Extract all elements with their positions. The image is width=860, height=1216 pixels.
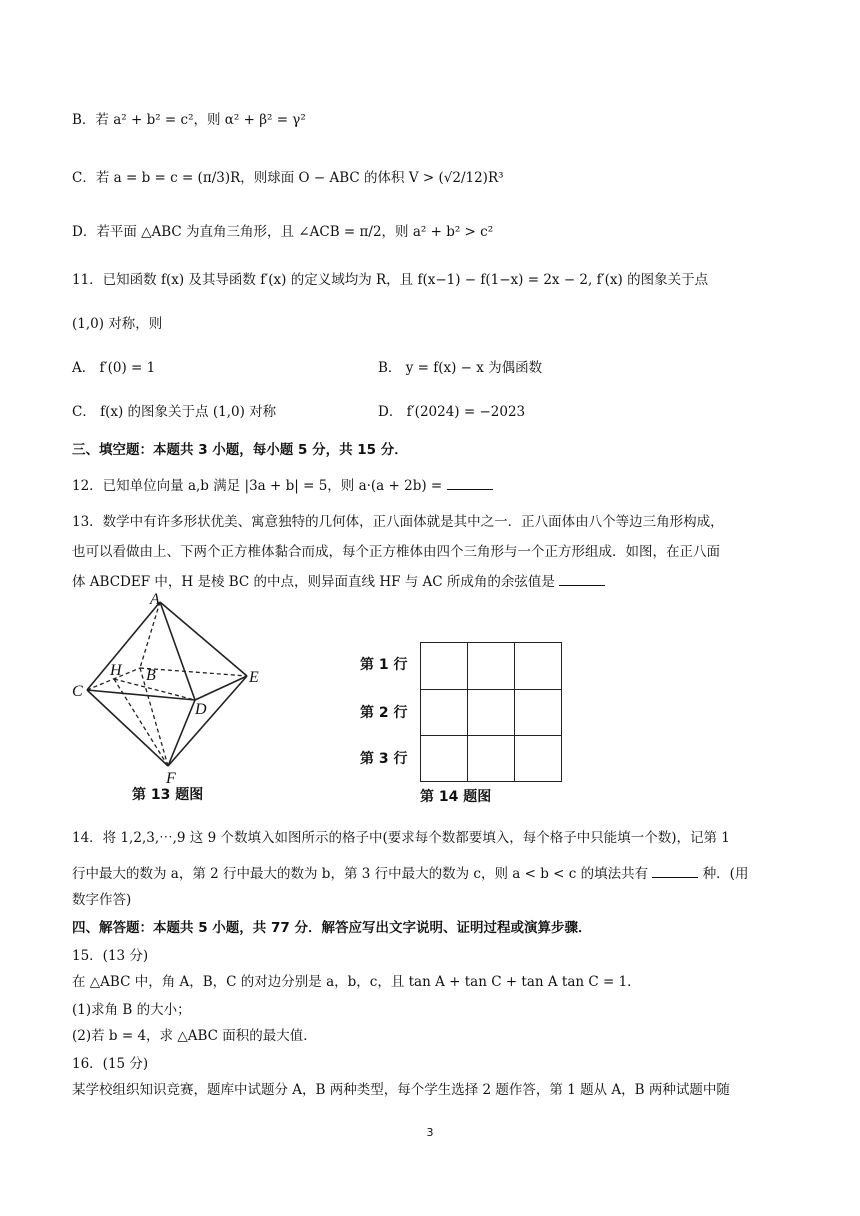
vertex-label-a: A xyxy=(150,591,160,608)
row-label-3: 第 3 行 xyxy=(360,751,408,767)
q10-option-c: C．若 a = b = c = (π/3)R，则球面 O − ABC 的体积 V > (√2/12)R³ xyxy=(72,170,504,186)
grid-divider xyxy=(421,689,561,690)
q12-text xyxy=(72,474,493,494)
figure-14-caption: 第 14 题图 xyxy=(420,789,492,805)
q14-stem-tail: 种．(用 xyxy=(702,866,749,882)
q11-option-d: D． f′(2024) = −2023 xyxy=(378,404,526,420)
q14-line-2 xyxy=(72,862,748,882)
vertex-label-b: B xyxy=(146,667,156,684)
q16-heading: 16．(15 分) xyxy=(72,1056,149,1072)
q15-stem: 在 △ABC 中，角 A，B，C 的对边分别是 a，b，c，且 tan A + tan C + tan A tan C = 1． xyxy=(72,974,641,990)
q14-line-1: 14．将 1,2,3,⋯,9 这 9 个数填入如图所示的格子中(要求每个数都要填入，每个格子中只能填一个数)，记第 1 xyxy=(72,830,730,846)
q13-line-1: 13．数学中有许多形状优美、寓意独特的几何体，正八面体就是其中之一．正八面体由八个等边三角形构成， xyxy=(72,514,724,530)
vertex-label-e: E xyxy=(249,669,259,686)
q13-line-3 xyxy=(72,570,605,590)
q10-option-b: B．若 a² + b² = c²，则 α² + β² = γ² xyxy=(72,112,306,128)
q15-heading: 15．(13 分) xyxy=(72,948,149,964)
grid-divider xyxy=(421,735,561,736)
q12-answer-blank xyxy=(447,477,493,490)
q12-stem: 12．已知单位向量 a,b 满足 |3a + b| = 5，则 a·(a + 2b) = xyxy=(72,478,443,494)
grid-divider xyxy=(514,643,515,781)
q11-option-b: B． y = f(x) − x 为偶函数 xyxy=(378,360,543,376)
q14-stem: 行中最大的数为 a，第 2 行中最大的数为 b，第 3 行中最大的数为 c，则 a < b < c 的填法共有 xyxy=(72,866,649,882)
figure-13-caption: 第 13 题图 xyxy=(132,787,204,803)
octahedron-figure xyxy=(70,590,270,805)
vertex-label-f: F xyxy=(166,770,176,787)
q11-option-c: C． f(x) 的图象关于点 (1,0) 对称 xyxy=(72,404,277,420)
grid-divider xyxy=(467,643,468,781)
q10-option-d: D．若平面 △ABC 为直角三角形，且 ∠ACB = π/2，则 a² + b² > c² xyxy=(72,224,494,240)
q11-stem-line-1: 11．已知函数 f(x) 及其导函数 f′(x) 的定义域均为 R，且 f(x−1) − f(1−x) = 2x − 2, f′(x) 的图象关于点 xyxy=(72,272,709,288)
row-label-2: 第 2 行 xyxy=(360,705,408,721)
vertex-label-c: C xyxy=(72,683,83,700)
q15-part-2: (2)若 b = 4，求 △ABC 面积的最大值． xyxy=(72,1028,317,1044)
row-label-1: 第 1 行 xyxy=(360,657,408,673)
q15-part-1: (1)求角 B 的大小； xyxy=(72,1002,191,1018)
q13-answer-blank xyxy=(559,573,605,586)
q16-stem: 某学校组织知识竞赛，题库中试题分 A，B 两种类型，每个学生选择 2 题作答，第 1 题从 A，B 两种试题中随 xyxy=(72,1082,730,1098)
q13-stem: 体 ABCDEF 中，H 是棱 BC 的中点，则异面直线 HF 与 AC 所成角的余弦值是 xyxy=(72,574,555,590)
vertex-label-d: D xyxy=(195,701,207,718)
q13-line-2: 也可以看做由上、下两个正方椎体黏合而成，每个正方椎体由四个三角形与一个正方形组成．如图，在正八面 xyxy=(72,544,720,560)
q11-stem-line-2: (1,0) 对称，则 xyxy=(72,316,163,332)
grid-box xyxy=(420,642,562,782)
section-3-heading: 三、填空题：本题共 3 小题，每小题 5 分，共 15 分． xyxy=(72,442,408,458)
page-number: 3 xyxy=(426,1126,434,1139)
grid-figure xyxy=(358,642,568,782)
section-4-heading: 四、解答题：本题共 5 小题，共 77 分．解答应写出文字说明、证明过程或演算步骤． xyxy=(72,920,592,936)
q11-option-a: A． f′(0) = 1 xyxy=(72,360,156,376)
q14-answer-blank xyxy=(652,865,698,878)
vertex-label-h: H xyxy=(110,662,122,679)
q14-line-3: 数字作答) xyxy=(72,892,132,908)
